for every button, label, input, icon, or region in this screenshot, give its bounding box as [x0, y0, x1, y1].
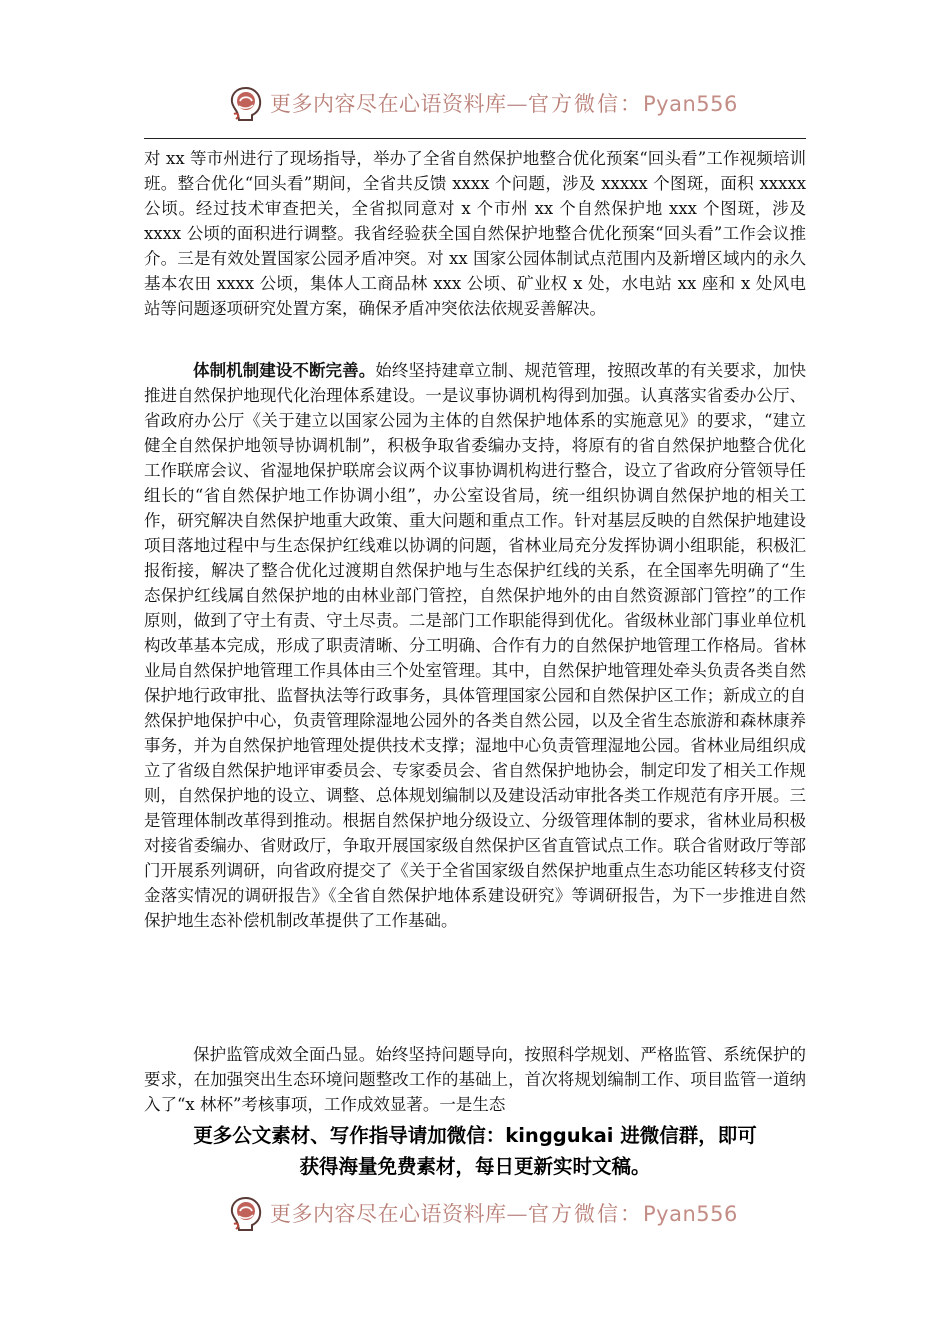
footer-official-label: 官方微信：: [528, 1202, 643, 1226]
paragraph-1: [144, 146, 806, 321]
paragraph-3-text: 保护监管成效全面凸显。始终坚持问题导向，按照科学规划、严格监管、系统保护的要求，在加强突出生态环境问题整改工作的基础上，首次将规划编制工作、项目监管一道纳入了“x 林杯”考核事项，工作成效显著。一是生态: [144, 1045, 806, 1114]
paragraph-2-text: 始终坚持建章立制、规范管理，按照改革的有关要求，加快推进自然保护地现代化治理体系建设。一是议事协调机构得到加强。认真落实省委办公厅、省政府办公厅《关于建立以国家公园为主体的自然保护地体系的实施意见》的要求，“建立健全自然保护地领导协调机制”，积极争取省委编办支持，将原有的省自然保护地整合优化工作联席会议、省湿地保护联席会议两个议事协调机构进行整合，设立了省政府分管领导任组长的“省自然保护地工作协调小组”，办公室设省局，统一组织协调自然保护地的相关工作，研究解决自然保护地重大政策、重大问题和重点工作。针对基层反映的自然保护地建设项目落地过程中与生态保护红线难以协调的问题，省林业局充分发挥协调小组职能，积极汇报衔接，解决了整合优化过渡期自然保护地与生态保护红线的关系，在全国率先明确了“生态保护红线属自然保护地的由林业部门管控，自然保护地外的由自然资源部门管控”的工作原则，做到了守土有责、守土尽责。二是部门工作职能得到优化。省级林业部门事业单位机构改革基本完成，形成了职责清晰、分工明确、合作有力的自然保护地管理工作格局。省林业局自然保护地管理工作具体由三个处室管理。其中，自然保护地管理处牵头负责各类自然保护地行政审批、监督执法等行政事务，具体管理国家公园和自然保护区工作；新成立的自然保护地保护中心，负责管理除湿地公园外的各类自然公园，以及全省生态旅游和森林康养事务，并为自然保护地管理处提供技术支撑；湿地中心负责管理湿地公园。省林业局组织成立了省级自然保护地评审委员会、专家委员会、省自然保护地协会，制定印发了相关工作规则，自然保护地的设立、调整、总体规划编制以及建设活动审批各类工作规范有序开展。三是管理体制改革得到推动。根据自然保护地分级设立、分级管理体制的要求，省林业局积极对接省委编办、省财政厅，争取开展国家级自然保护区省直管试点工作。联合省财政厅等部门开展系列调研，向省政府提交了《关于全省国家级自然保护地重点生态功能区转移支付资金落实情况的调研报告》《全省自然保护地体系建设研究》等调研报告，为下一步推进自然保护地生态补偿机制改革提供了工作基础。: [144, 361, 807, 930]
paragraph-2-lead: 体制机制建设不断完善。: [193, 361, 376, 380]
header-banner-text: [270, 90, 738, 118]
header-banner: [0, 80, 950, 128]
footer-brand: 更多内容尽在心语资料库: [270, 1202, 507, 1226]
footer-banner-text: [270, 1200, 738, 1228]
header-divider: [144, 138, 806, 139]
promo-notice: [144, 1120, 806, 1182]
header-wechat-id: Pyan556: [643, 92, 738, 116]
header-brand: 更多内容尽在心语资料库: [270, 92, 507, 116]
footer-wechat-id: Pyan556: [643, 1202, 738, 1226]
promo-line-2: 获得海量免费素材，每日更新实时文稿。: [299, 1155, 651, 1178]
header-official-label: 官方微信：: [528, 92, 643, 116]
mind-logo-icon: [226, 84, 266, 124]
footer-dash: —: [506, 1202, 528, 1226]
promo-line-1: 更多公文素材、写作指导请加微信：kinggukai 进微信群，即可: [193, 1124, 757, 1147]
paragraph-3: [144, 1042, 806, 1117]
mind-logo-icon: [226, 1194, 266, 1234]
header-dash: —: [506, 92, 528, 116]
paragraph-2: [144, 358, 806, 933]
footer-banner: [0, 1190, 950, 1238]
paragraph-1-text: 对 xx 等市州进行了现场指导，举办了全省自然保护地整合优化预案“回头看”工作视频培训班。整合优化“回头看”期间，全省共反馈 xxxx 个问题，涉及 xxxxx 个图斑，面积 xxxxx 公顷。经过技术审查把关，全省拟同意对 x 个市州 xx 个自然保护地 xxx 个图斑，涉及 xxxx 公顷的面积进行调整。我省经验获全国自然保护地整合优化预案“回头看”工作会议推介。三是有效处置国家公园矛盾冲突。对 xx 国家公园体制试点范围内及新增区域内的永久基本农田 xxxx 公顷，集体人工商品林 xxx 公顷、矿业权 x 处，水电站 xx 座和 x 处风电站等问题逐项研究处置方案，确保矛盾冲突依法依规妥善解决。: [144, 149, 806, 318]
